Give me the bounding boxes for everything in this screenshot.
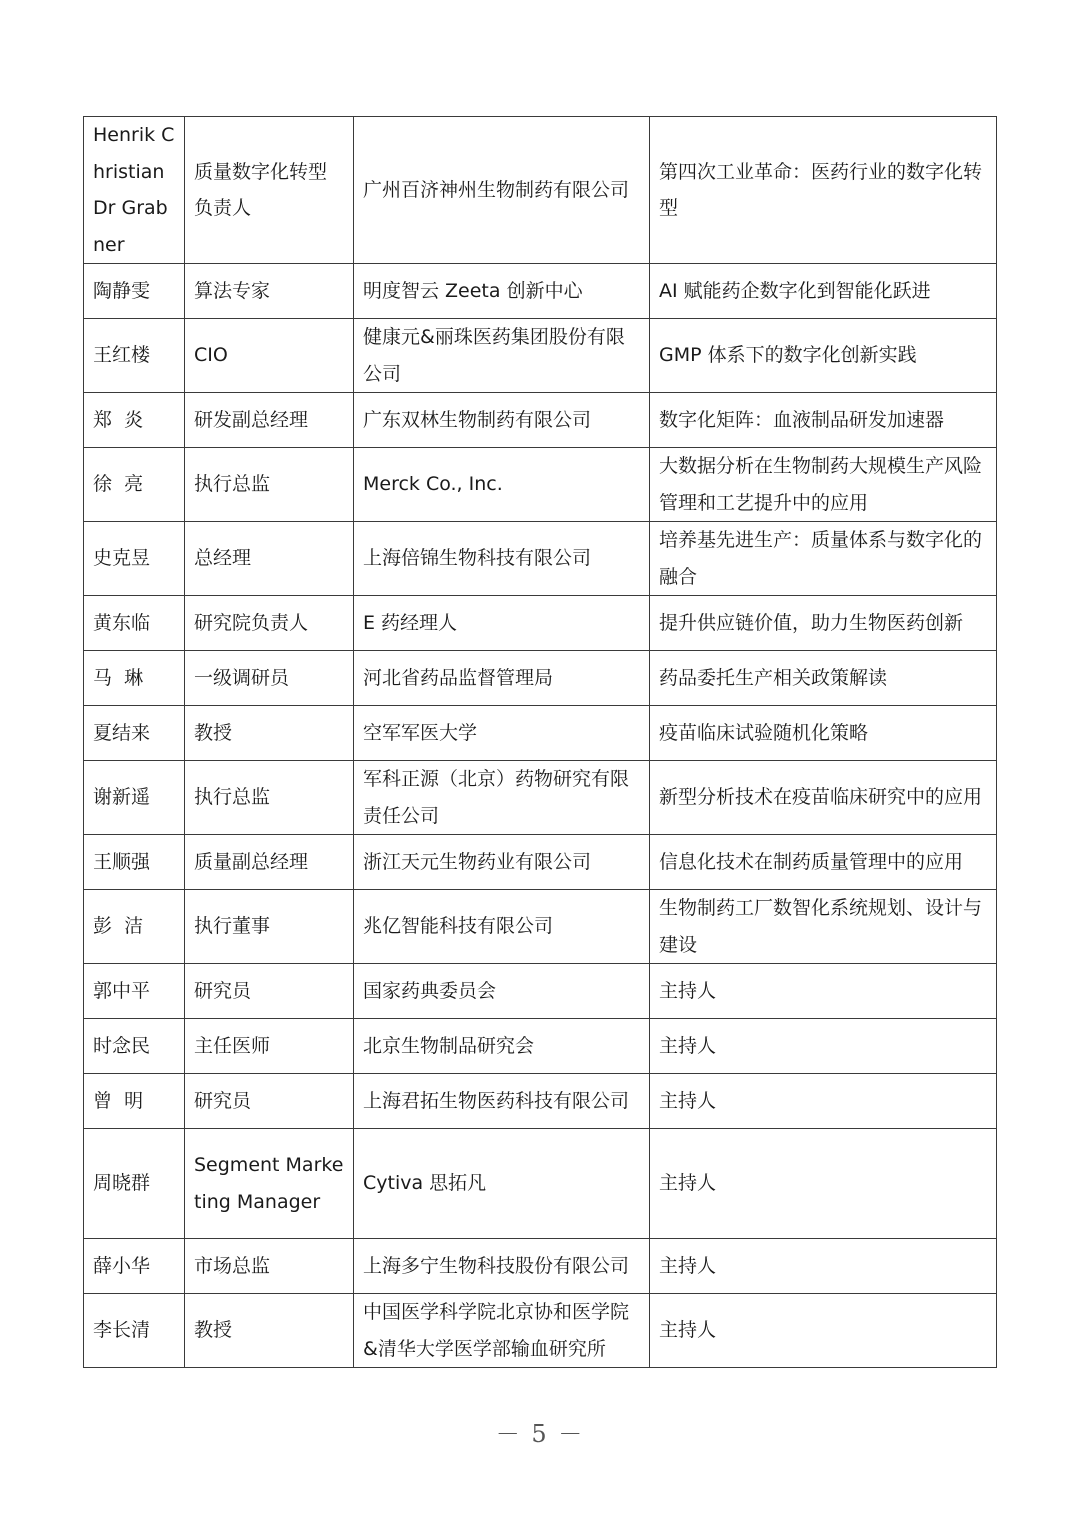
speaker-topic: 主持人 [650,964,997,1019]
speaker-topic: 主持人 [650,1239,997,1294]
speaker-name: Henrik Christian Dr Grabner [84,117,185,264]
speaker-name: 黄东临 [84,596,185,651]
speaker-name: 王红楼 [84,319,185,393]
speaker-topic: 主持人 [650,1074,997,1129]
table-row [84,1019,997,1074]
speaker-topic: 第四次工业革命：医药行业的数字化转型 [650,117,997,264]
speaker-topic: 培养基先进生产：质量体系与数字化的融合 [650,522,997,596]
table-row [84,448,997,522]
speaker-title: 总经理 [185,522,354,596]
speaker-organization: E 药经理人 [354,596,650,651]
speaker-title: 质量副总经理 [185,835,354,890]
speaker-title: 教授 [185,706,354,761]
speaker-name: 马 琳 [84,651,185,706]
speaker-name: 李长清 [84,1294,185,1368]
speaker-title: 研究院负责人 [185,596,354,651]
speaker-name: 陶静雯 [84,264,185,319]
speaker-title: 教授 [185,1294,354,1368]
speaker-topic: 药品委托生产相关政策解读 [650,651,997,706]
speaker-organization: 兆亿智能科技有限公司 [354,890,650,964]
speaker-organization: 明度智云 Zeeta 创新中心 [354,264,650,319]
table-row [84,1294,997,1368]
table-row [84,1129,997,1239]
speaker-organization: 中国医学科学院北京协和医学院&清华大学医学部输血研究所 [354,1294,650,1368]
speaker-topic: 新型分析技术在疫苗临床研究中的应用 [650,761,997,835]
speaker-title: 主任医师 [185,1019,354,1074]
speaker-organization: 健康元&丽珠医药集团股份有限公司 [354,319,650,393]
speaker-organization: 上海多宁生物科技股份有限公司 [354,1239,650,1294]
table-row [84,319,997,393]
speaker-name: 徐 亮 [84,448,185,522]
speaker-topic: 主持人 [650,1019,997,1074]
speaker-name: 彭 洁 [84,890,185,964]
speaker-name: 薛小华 [84,1239,185,1294]
speaker-organization: 浙江天元生物药业有限公司 [354,835,650,890]
speaker-title: CIO [185,319,354,393]
table-row [84,761,997,835]
table-row [84,890,997,964]
speaker-organization: 广州百济神州生物制药有限公司 [354,117,650,264]
table-row [84,117,997,264]
table-row [84,1239,997,1294]
speaker-name: 夏结来 [84,706,185,761]
speaker-topic: 生物制药工厂数智化系统规划、设计与建设 [650,890,997,964]
speaker-title: 执行董事 [185,890,354,964]
speaker-title: 执行总监 [185,761,354,835]
table-row [84,964,997,1019]
table-row [84,596,997,651]
speaker-organization: 空军军医大学 [354,706,650,761]
speaker-title: Segment Marketing Manager [185,1129,354,1239]
speaker-organization: Cytiva 思拓凡 [354,1129,650,1239]
table-row [84,1074,997,1129]
speaker-title: 研发副总经理 [185,393,354,448]
speaker-organization: 北京生物制品研究会 [354,1019,650,1074]
speaker-organization: Merck Co., Inc. [354,448,650,522]
speaker-organization: 上海君拓生物医药科技有限公司 [354,1074,650,1129]
table-row [84,393,997,448]
speaker-organization: 上海倍锦生物科技有限公司 [354,522,650,596]
speaker-title: 研究员 [185,1074,354,1129]
speaker-organization: 河北省药品监督管理局 [354,651,650,706]
speaker-organization: 军科正源（北京）药物研究有限责任公司 [354,761,650,835]
speaker-topic: 大数据分析在生物制药大规模生产风险管理和工艺提升中的应用 [650,448,997,522]
table-row [84,651,997,706]
speaker-name: 郑 炎 [84,393,185,448]
speaker-name: 史克昱 [84,522,185,596]
table-row [84,835,997,890]
page-number: － 5 － [495,1420,585,1448]
speaker-title: 质量数字化转型负责人 [185,117,354,264]
speaker-title: 一级调研员 [185,651,354,706]
table-row [84,706,997,761]
table-row [84,264,997,319]
speaker-name: 时念民 [84,1019,185,1074]
speaker-topic: GMP 体系下的数字化创新实践 [650,319,997,393]
speaker-name: 曾 明 [84,1074,185,1129]
speaker-name: 周晓群 [84,1129,185,1239]
speaker-topic: 提升供应链价值，助力生物医药创新 [650,596,997,651]
speaker-name: 王顺强 [84,835,185,890]
speaker-organization: 国家药典委员会 [354,964,650,1019]
speaker-table [83,116,997,1368]
table-row [84,522,997,596]
speaker-title: 算法专家 [185,264,354,319]
speaker-title: 市场总监 [185,1239,354,1294]
speaker-name: 谢新遥 [84,761,185,835]
speaker-topic: 主持人 [650,1294,997,1368]
speaker-topic: 信息化技术在制药质量管理中的应用 [650,835,997,890]
speaker-topic: 主持人 [650,1129,997,1239]
speaker-name: 郭中平 [84,964,185,1019]
speaker-title: 研究员 [185,964,354,1019]
speaker-topic: 疫苗临床试验随机化策略 [650,706,997,761]
speaker-topic: AI 赋能药企数字化到智能化跃进 [650,264,997,319]
speaker-organization: 广东双林生物制药有限公司 [354,393,650,448]
speaker-title: 执行总监 [185,448,354,522]
speaker-topic: 数字化矩阵：血液制品研发加速器 [650,393,997,448]
